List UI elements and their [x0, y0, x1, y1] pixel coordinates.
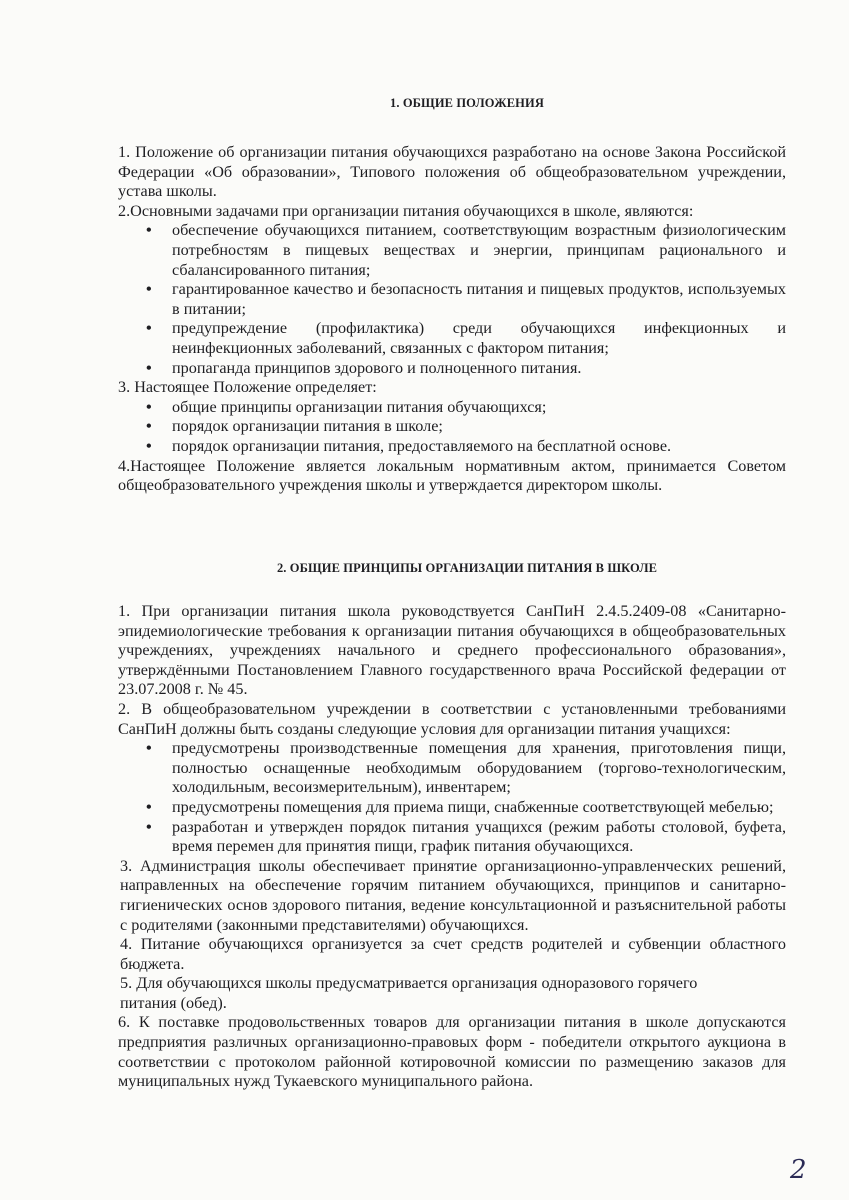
list-item: • обеспечение обучающихся питанием, соответствующим возрастным физиологическим потребностям в пищевых веществах и энергии, принципам рационального и сбалансированного питания; — [118, 221, 786, 280]
bullet-list — [118, 739, 786, 857]
section-1-body — [118, 143, 786, 496]
list-item: • пропаганда принципов здорового и полноценного питания. — [118, 359, 786, 379]
list-item: • гарантированное качество и безопасность питания и пищевых продуктов, используемых в питании; — [118, 280, 786, 319]
handwritten-page-number: 2 — [790, 1155, 807, 1185]
list-item: • предупреждение (профилактика) среди обучающихся инфекционных и неинфекционных заболеваний, связанных с фактором питания; — [118, 319, 786, 358]
paragraph-line: 5. Для обучающихся школы предусматривается организация одноразового горячего — [120, 974, 698, 993]
section-1-title: 1. ОБЩИЕ ПОЛОЖЕНИЯ — [390, 96, 544, 110]
paragraph: 2.Основными задачами при организации питания обучающихся в школе, являются: — [118, 201, 694, 220]
section-2-body — [118, 602, 786, 1092]
bullet-list — [118, 398, 786, 457]
list-item: • порядок организации питания в школе; — [118, 417, 786, 437]
paragraph: 4.Настоящее Положение является локальным нормативным актом, принимается Советом общеобразовательного учреждения школы и утверждается директором школы. — [118, 456, 786, 495]
bullet-list — [118, 221, 786, 378]
paragraph-line: питания (обед). — [120, 993, 227, 1012]
paragraph: 3. Настоящее Положение определяет: — [118, 378, 377, 397]
paragraph: 1. При организации питания школа руководствуется СанПиН 2.4.5.2409-08 «Санитарно-эпидемиологические требования к организации питания обучающихся в общеобразовательных учреждениях, учреждениях начального и среднего профессионального образования», утверждёнными Постановлением Главного государственного врача Российской федерации от 23.07.2008 г. № 45. — [118, 602, 786, 699]
paragraph: 2. В общеобразовательном учреждении в соответствии с установленными требованиями СанПиН должны быть созданы следующие условия для организации питания учащихся: — [118, 699, 786, 738]
paragraph: 1. Положение об организации питания обучающихся разработано на основе Закона Российской Федерации «Об образовании», Типового положения об общеобразовательном учреждении, устава школы. — [118, 143, 786, 201]
list-item: • разработан и утвержден порядок питания учащихся (режим работы столовой, буфета, время перемен для принятия пищи, график питания обучающихся. — [118, 818, 786, 857]
list-item: • предусмотрены производственные помещения для хранения, приготовления пищи, полностью оснащенные необходимым оборудованием (торгово-технологическим, холодильным, весоизмерительным), инвентарем; — [118, 739, 786, 798]
list-item: • общие принципы организации питания обучающихся; — [118, 398, 786, 418]
list-item: • порядок организации питания, предоставляемого на бесплатной основе. — [118, 437, 786, 457]
paragraph: 4. Питание обучающихся организуется за счет средств родителей и субвенции областного бюджета. — [120, 935, 786, 973]
paragraph — [118, 974, 786, 1013]
section-2-title: 2. ОБЩИЕ ПРИНЦИПЫ ОРГАНИЗАЦИИ ПИТАНИЯ В ШКОЛЕ — [276, 561, 658, 575]
paragraph: 6. К поставке продовольственных товаров для организации питания в школе допускаются предприятия различных организационно-правовых форм - победители открытого аукциона в соответствии с протоколом районной котировочной комиссии по размещению заказов для муниципальных нужд Тукаевского муниципального района. — [118, 1013, 786, 1091]
paragraph: 3. Администрация школы обеспечивает принятие организационно-управленческих решений, направленных на обеспечение горячим питанием обучающихся, принципов и санитарно-гигиенических основ здорового питания, ведение консультационной и разъяснительной работы с родителями (законными представителями) обучающихся. — [120, 856, 786, 934]
list-item: • предусмотрены помещения для приема пищи, снабженные соответствующей мебелью; — [118, 798, 786, 818]
